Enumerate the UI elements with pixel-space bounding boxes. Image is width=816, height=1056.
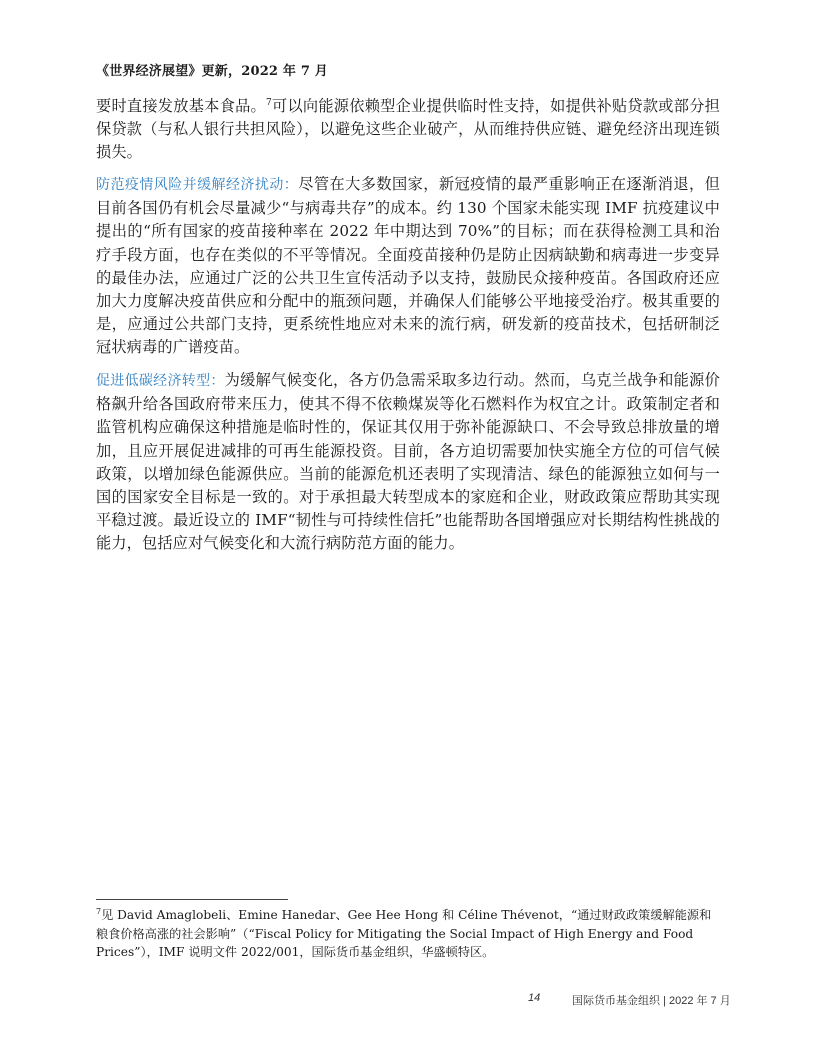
footnote-7 [96, 906, 720, 962]
paragraph-1-text-before-ref: 要时直接发放基本食品。 [96, 97, 266, 115]
running-header: 《世界经济展望》更新，2022 年 7 月 [96, 64, 329, 79]
footer-publisher-date: 国际货币基金组织 | 2022 年 7 月 [572, 995, 731, 1007]
paragraph-1-text: 可以向能源依赖型企业提供临时性支持，如提供补贴贷款或部分担保贷款（与私人银行共担风险），以避免这些企业破产，从而维持供应链、避免经济出现连锁损失。 [96, 97, 720, 162]
paragraph-lead-pandemic: 防范疫情风险并缓解经济扰动： [96, 177, 299, 193]
footnote-mark: 7 [96, 906, 102, 916]
paragraph-pandemic-text: 尽管在大多数国家，新冠疫情的最严重影响正在逐渐消退，但目前各国仍有机会尽量减少“与病毒共存”的成本。约 130 个国家未能实现 IMF 抗疫建议中提出的“所有国家的疫苗接种率在 2022 年中期达到 70%”的目标；而在获得检测工具和治疗手段方面，也存在类似的不平等情况。全面疫苗接种仍是防止因病缺勤和病毒进一步变异的最佳办法，应通过广泛的公共卫生宣传活动予以支持，鼓励民众接种疫苗。各国政府还应加大力度解决疫苗供应和分配中的瓶颈问题，并确保人们能够公平地接受治疗。极其重要的是，应通过公共部门支持，更系统性地应对未来的流行病，研发新的疫苗技术，包括研制泛冠状病毒的广谱疫苗。 [96, 175, 720, 357]
paragraph-low-carbon-text: 为缓解气候变化，各方仍急需采取多边行动。然而，乌克兰战争和能源价格飙升给各国政府带来压力，使其不得不依赖煤炭等化石燃料作为权宜之计。政策制定者和监管机构应确保这种措施是临时性的，保证其仅用于弥补能源缺口、不会导致总排放量的增加，且应开展促进减排的可再生能源投资。目前，各方迫切需要加快实施全方位的可信气候政策，以增加绿色能源供应。当前的能源危机还表明了实现清洁、绿色的能源独立如何与一国的国家安全目标是一致的。对于承担最大转型成本的家庭和企业，财政政策应帮助其实现平稳过渡。最近设立的 IMF“韧性与可持续性信托”也能帮助各国增强应对长期结构性挑战的能力，包括应对气候变化和大流行病防范方面的能力。 [96, 371, 720, 553]
body-paragraph-1 [96, 95, 720, 165]
body-paragraph-low-carbon [96, 369, 720, 556]
body-paragraph-pandemic [96, 173, 720, 360]
paragraph-lead-low-carbon: 促进低碳经济转型： [96, 373, 225, 389]
footnote-reference-7[interactable]: 7 [265, 97, 272, 108]
footnote-text: 见 David Amaglobeli、Emine Hanedar、Gee Hee Hong 和 Céline Thévenot，“通过财政政策缓解能源和粮食价格高涨的社会影响”（“Fiscal Policy for Mitigating the Social Impact of High Energy and Food Prices”），IMF 说明文件 2022/001，国际货币基金组织，华盛顿特区。 [96, 908, 712, 959]
page-number: 14 [528, 992, 541, 1004]
footnote-divider [96, 899, 288, 900]
